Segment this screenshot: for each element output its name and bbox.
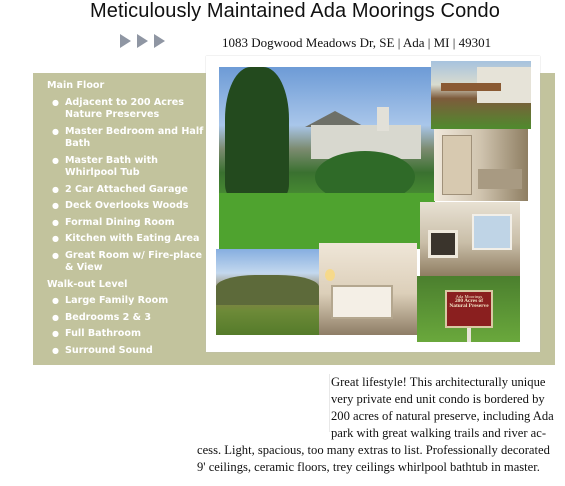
feature-item: ● Kitchen with Eating Area — [43, 233, 213, 246]
photo-deck — [431, 61, 531, 129]
description-line: Great lifestyle! This architecturally unique — [331, 375, 546, 389]
photo-nature-preserve — [216, 249, 319, 335]
section-heading-main-floor: Main Floor — [47, 80, 105, 91]
section-heading-walkout: Walk-out Level — [47, 278, 128, 290]
description-line: park with great walking trails and river ac- — [331, 426, 547, 440]
description-line: cess. Light, spacious, too many extras to list. Professionally decorated — [197, 443, 550, 457]
feature-list — [43, 80, 213, 361]
photo-kitchen — [434, 129, 528, 201]
arrow-right-icon — [154, 34, 165, 48]
feature-item: ● Bedrooms 2 & 3 — [43, 312, 213, 325]
feature-item: ● Large Family Room — [43, 295, 213, 308]
photo-preserve-sign — [417, 276, 520, 342]
listing-description — [197, 374, 563, 486]
property-address: 1083 Dogwood Meadows Dr, SE | Ada | MI | 49301 — [222, 35, 492, 50]
arrow-right-icon — [137, 34, 148, 48]
photo-master-bedroom — [319, 243, 417, 335]
preserve-sign: Ada Moorings 200 Acres of Natural Preserve — [445, 290, 493, 328]
feature-item: ● Full Bathroom — [43, 328, 213, 341]
feature-item: ● Formal Dining Room — [43, 217, 213, 230]
description-line: 9' ceilings, ceramic floors, trey ceilings whirlpool bathtub in master. — [197, 460, 540, 474]
feature-item: ● 2 Car Attached Garage — [43, 184, 213, 197]
feature-item: ● Surround Sound — [43, 345, 213, 358]
photo-great-room — [420, 202, 520, 276]
arrow-right-icon — [120, 34, 131, 48]
arrow-decoration — [120, 34, 170, 48]
feature-item: ● Great Room w/ Fire-place & View — [43, 250, 213, 275]
feature-item: ● Master Bath with Whirlpool Tub — [43, 155, 213, 180]
photo-exterior — [219, 67, 435, 249]
feature-item: ● Master Bedroom and Half Bath — [43, 126, 213, 151]
feature-item: ● Adjacent to 200 Acres Nature Preserves — [43, 97, 213, 122]
feature-item: ● Deck Overlooks Woods — [43, 200, 213, 213]
listing-title: Meticulously Maintained Ada Moorings Condo — [90, 0, 500, 22]
description-line: 200 acres of natural preserve, including Ada — [331, 409, 554, 423]
description-line: very private end unit condo is bordered by — [331, 392, 545, 406]
